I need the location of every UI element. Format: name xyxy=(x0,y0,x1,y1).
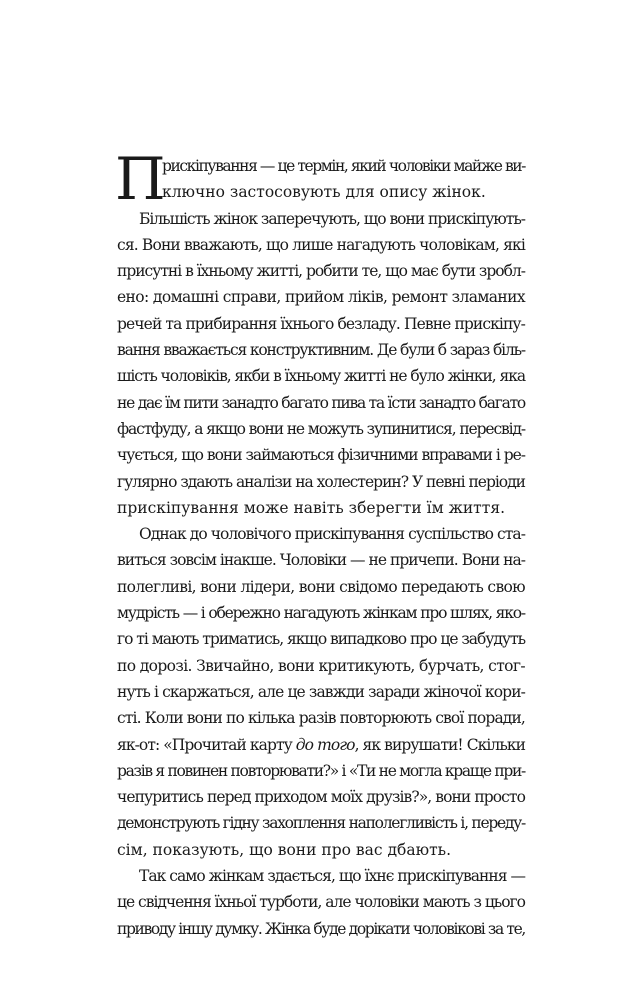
drop-cap: П xyxy=(115,145,166,213)
text-segment: , як вирушати! Скільки xyxy=(354,735,525,754)
text-line: демонструють гідну захоплення наполегливість і, переду- xyxy=(117,814,525,833)
text-line: Однак до чоловічого прискіпування суспільство ста- xyxy=(139,525,525,544)
text-line: нуть і скаржаться, але це завжди заради жіночої кори- xyxy=(117,682,525,701)
text-line: Так само жінкам здається, що їхнє прискіпування — xyxy=(139,867,525,886)
text-line: полегливі, вони лідери, вони свідомо передають свою xyxy=(117,577,525,596)
text-line: виться зовсім інакше. Чоловіки — не причепи. Вони на- xyxy=(117,551,525,570)
italic-segment: до того xyxy=(295,735,355,754)
text-line: присутні в їхньому житті, робити те, що має бути зробл- xyxy=(117,262,525,281)
text-segment: як-от: «Прочитай карту xyxy=(117,735,296,754)
text-line: го ті мають триматись, якщо випадково про це забудуть xyxy=(117,630,525,649)
text-line: Більшість жінок заперечують, що вони прискіпують- xyxy=(139,209,525,228)
text-line: гулярно здають аналізи на холестерин? У певні періоди xyxy=(117,472,525,491)
text-line: шість чоловіків, якби в їхньому житті не було жінки, яка xyxy=(117,367,525,386)
text-line: не дає їм пити занадто багато пива та їсти занадто багато xyxy=(117,393,525,412)
text-line: рискіпування — це термін, який чоловіки майже ви- xyxy=(162,157,525,175)
text-line: приводу іншу думку. Жінка буде дорікати чоловікові за те, xyxy=(117,919,525,938)
text-line: ключно застосовують для опису жінок. xyxy=(162,183,486,202)
text-line: речей та прибирання їхнього безладу. Певне прискіпу- xyxy=(117,314,525,333)
text-line: вання вважається конструктивним. Де були б зараз біль- xyxy=(117,341,525,360)
text-line-with-italic xyxy=(117,732,525,758)
text-line: по дорозі. Звичайно, вони критикують, бурчать, стог- xyxy=(117,656,525,675)
text-line: чепуритись перед приходом моїх друзів?», вони просто xyxy=(117,788,525,807)
text-line: ено: домашні справи, прийом ліків, ремонт зламаних xyxy=(117,288,525,307)
text-line: ся. Вони вважають, що лише нагадують чоловікам, які xyxy=(117,235,525,254)
text-line: це свідчення їхньої турботи, але чоловіки мають з цього xyxy=(117,893,525,912)
body-text xyxy=(115,145,525,942)
text-line: чується, що вони займаються фізичними вправами і ре- xyxy=(117,446,525,465)
text-line: сім, показують, що вони про вас дбають. xyxy=(117,840,452,859)
text-line: прискіпування може навіть зберегти їм життя. xyxy=(117,498,506,517)
text-line: разів я повинен повторювати?» і «Ти не могла краще при- xyxy=(117,761,525,780)
text-line: фастфуду, а якщо вони не можуть зупинитися, пересвід- xyxy=(117,419,525,438)
text-line: мудрість — і обережно нагадують жінкам про шлях, яко- xyxy=(117,604,525,623)
text-line: сті. Коли вони по кілька разів повторюють свої поради, xyxy=(117,709,525,728)
